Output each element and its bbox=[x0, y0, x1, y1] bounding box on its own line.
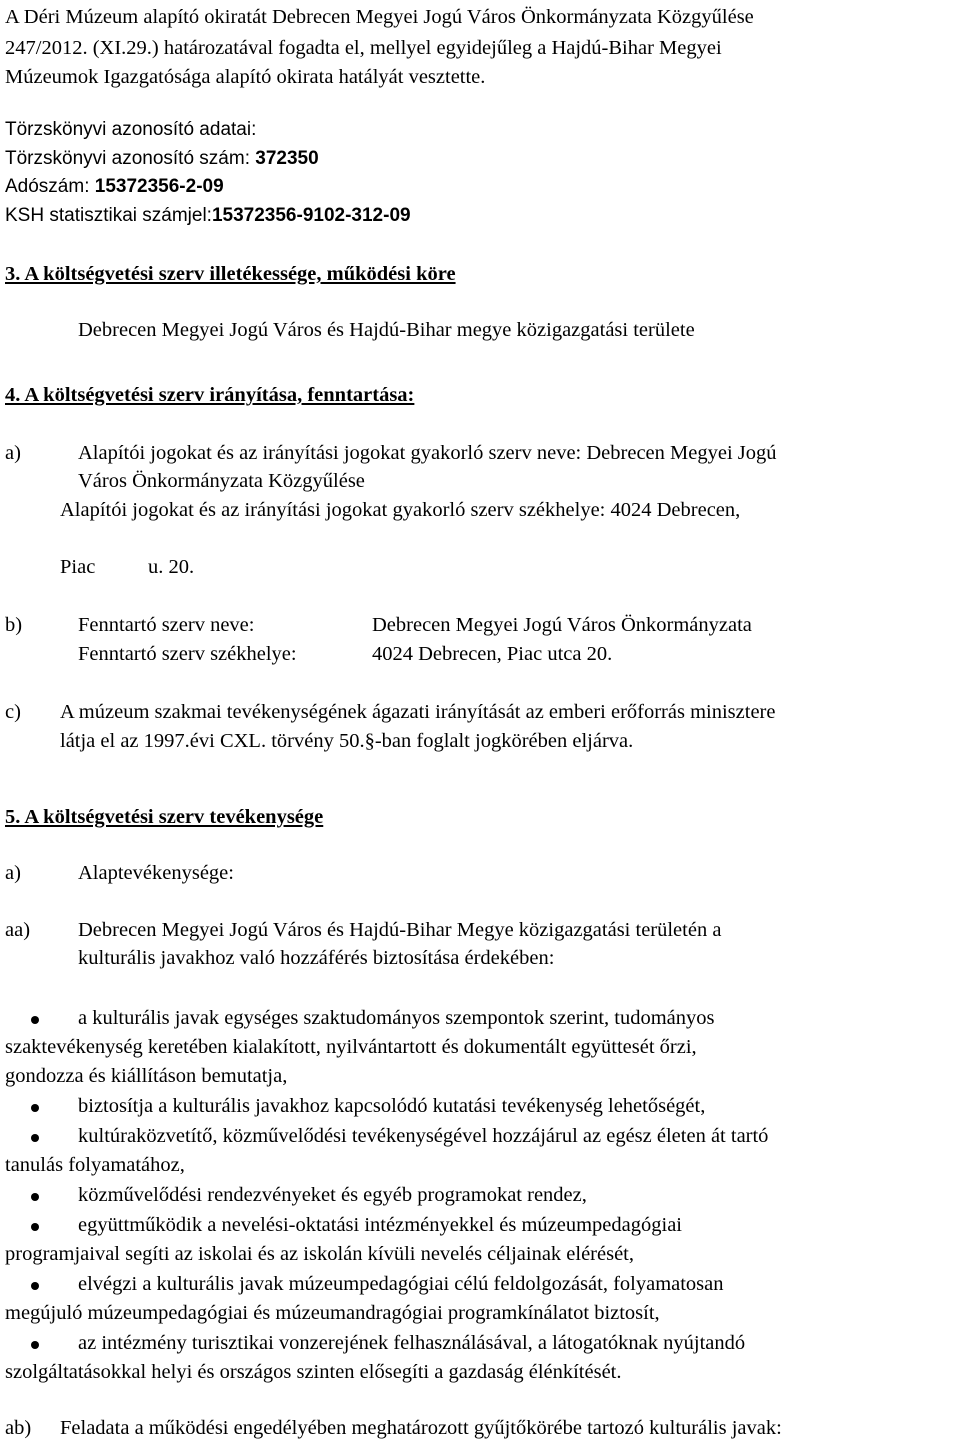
section-4-b-name-value: Debrecen Megyei Jogú Város Önkormányzata bbox=[372, 614, 752, 636]
registry-id bbox=[5, 148, 319, 171]
registry-id-label: Törzskönyvi azonosító szám: bbox=[5, 148, 256, 169]
section-5-heading: 5. A költségvetési szerv tevékenysége bbox=[5, 806, 324, 828]
registry-ksh-value: 15372356-9102-312-09 bbox=[211, 205, 411, 226]
section-4-a-line-4-rest: u. 20. bbox=[148, 556, 195, 578]
section-4-a-line-3: Alapítói jogokat és az irányítási jogokat gyakorló szerv székhelye: 4024 Debrecen, bbox=[60, 499, 741, 521]
section-5-a-label: a) bbox=[5, 862, 21, 884]
section-4-b-name-label: Fenntartó szerv neve: bbox=[78, 614, 255, 636]
list-item-continuation: szaktevékenység keretében kialakított, nyilvántartott és dokumentált együttesét őrzi, bbox=[5, 1036, 697, 1058]
list-item-continuation: megújuló múzeumpedagógiai és múzeumandragógiai programkínálatot biztosít, bbox=[5, 1302, 660, 1324]
bullet-dot-icon bbox=[31, 1104, 39, 1112]
bullet-dot-icon bbox=[31, 1341, 39, 1349]
section-4-heading: 4. A költségvetési szerv irányítása, fenntartása: bbox=[5, 384, 415, 406]
section-4-c-line-2: látja el az 1997.évi CXL. törvény 50.§-ban foglalt jogkörében eljárva. bbox=[60, 730, 634, 752]
registry-ksh-label: KSH statisztikai számjel: bbox=[5, 205, 212, 226]
section-5-a-text: Alaptevékenysége: bbox=[78, 862, 234, 884]
list-item: elvégzi a kulturális javak múzeumpedagógiai célú feldolgozását, folyamatosan bbox=[78, 1273, 724, 1295]
list-item-continuation: szolgáltatásokkal helyi és országos szinten elősegíti a gazdaság élénkítését. bbox=[5, 1361, 622, 1383]
registry-tax bbox=[5, 176, 224, 199]
section-4-b-seat-value: 4024 Debrecen, Piac utca 20. bbox=[372, 643, 613, 665]
bullet-dot-icon bbox=[31, 1193, 39, 1201]
section-4-c-label: c) bbox=[5, 701, 21, 723]
section-4-b-label: b) bbox=[5, 614, 23, 636]
section-4-a-line-2: Város Önkormányzata Közgyűlése bbox=[78, 470, 365, 492]
section-4-a-line-1: Alapítói jogokat és az irányítási jogokat gyakorló szerv neve: Debrecen Megyei Jogú bbox=[78, 442, 777, 464]
section-5-aa-line-1: Debrecen Megyei Jogú Város és Hajdú-Bihar Megye közigazgatási területén a bbox=[78, 919, 722, 941]
bullet-dot-icon bbox=[31, 1016, 39, 1024]
intro-line-1: A Déri Múzeum alapító okiratát Debrecen Megyei Jogú Város Önkormányzata Közgyűlése bbox=[5, 6, 754, 28]
list-item: az intézmény turisztikai vonzerejének felhasználásával, a látogatóknak nyújtandó bbox=[78, 1332, 746, 1354]
section-4-c-line-1: A múzeum szakmai tevékenységének ágazati irányítását az emberi erőforrás minisztere bbox=[60, 701, 776, 723]
registry-heading: Törzskönyvi azonosító adatai: bbox=[5, 119, 257, 140]
list-item: kultúraközvetítő, közművelődési tevékenységével hozzájárul az egész életen át tartó bbox=[78, 1125, 769, 1147]
registry-ksh bbox=[5, 205, 411, 228]
section-3-text: Debrecen Megyei Jogú Város és Hajdú-Bihar megye közigazgatási területe bbox=[78, 319, 695, 341]
section-5-ab-text: Feladata a működési engedélyében meghatározott gyűjtőkörébe tartozó kulturális javak: bbox=[60, 1417, 782, 1439]
list-item: biztosítja a kulturális javakhoz kapcsolódó kutatási tevékenység lehetőségét, bbox=[78, 1095, 706, 1117]
section-4-a-line-4-piac: Piac bbox=[60, 556, 96, 578]
bullet-dot-icon bbox=[31, 1282, 39, 1290]
list-item-continuation: gondozza és kiállításon bemutatja, bbox=[5, 1065, 288, 1087]
list-item: közművelődési rendezvényeket és egyéb programokat rendez, bbox=[78, 1184, 587, 1206]
section-5-ab-label: ab) bbox=[5, 1417, 32, 1439]
list-item-continuation: tanulás folyamatához, bbox=[5, 1154, 185, 1176]
list-item-continuation: programjaival segíti az iskolai és az iskolán kívüli nevelés céljainak elérését, bbox=[5, 1243, 635, 1265]
intro-line-3: Múzeumok Igazgatósága alapító okirata hatályát vesztette. bbox=[5, 66, 486, 88]
section-4-a-label: a) bbox=[5, 442, 21, 464]
bullet-dot-icon bbox=[31, 1134, 39, 1142]
section-4-b-seat-label: Fenntartó szerv székhelye: bbox=[78, 643, 297, 665]
registry-id-value: 372350 bbox=[255, 148, 319, 169]
section-3-heading: 3. A költségvetési szerv illetékessége, működési köre bbox=[5, 263, 456, 285]
section-5-aa-label: aa) bbox=[5, 919, 31, 941]
bullet-dot-icon bbox=[31, 1223, 39, 1231]
intro-line-2: 247/2012. (XI.29.) határozatával fogadta el, mellyel egyidejűleg a Hajdú-Bihar Megyei bbox=[5, 37, 722, 59]
registry-tax-value: 15372356-2-09 bbox=[94, 176, 224, 197]
list-item: együttműködik a nevelési-oktatási intézményekkel és múzeumpedagógiai bbox=[78, 1214, 682, 1236]
registry-tax-label: Adószám: bbox=[5, 176, 95, 197]
section-5-aa-line-2: kulturális javakhoz való hozzáférés biztosítása érdekében: bbox=[78, 947, 555, 969]
list-item: a kulturális javak egységes szaktudományos szempontok szerint, tudományos bbox=[78, 1007, 715, 1029]
